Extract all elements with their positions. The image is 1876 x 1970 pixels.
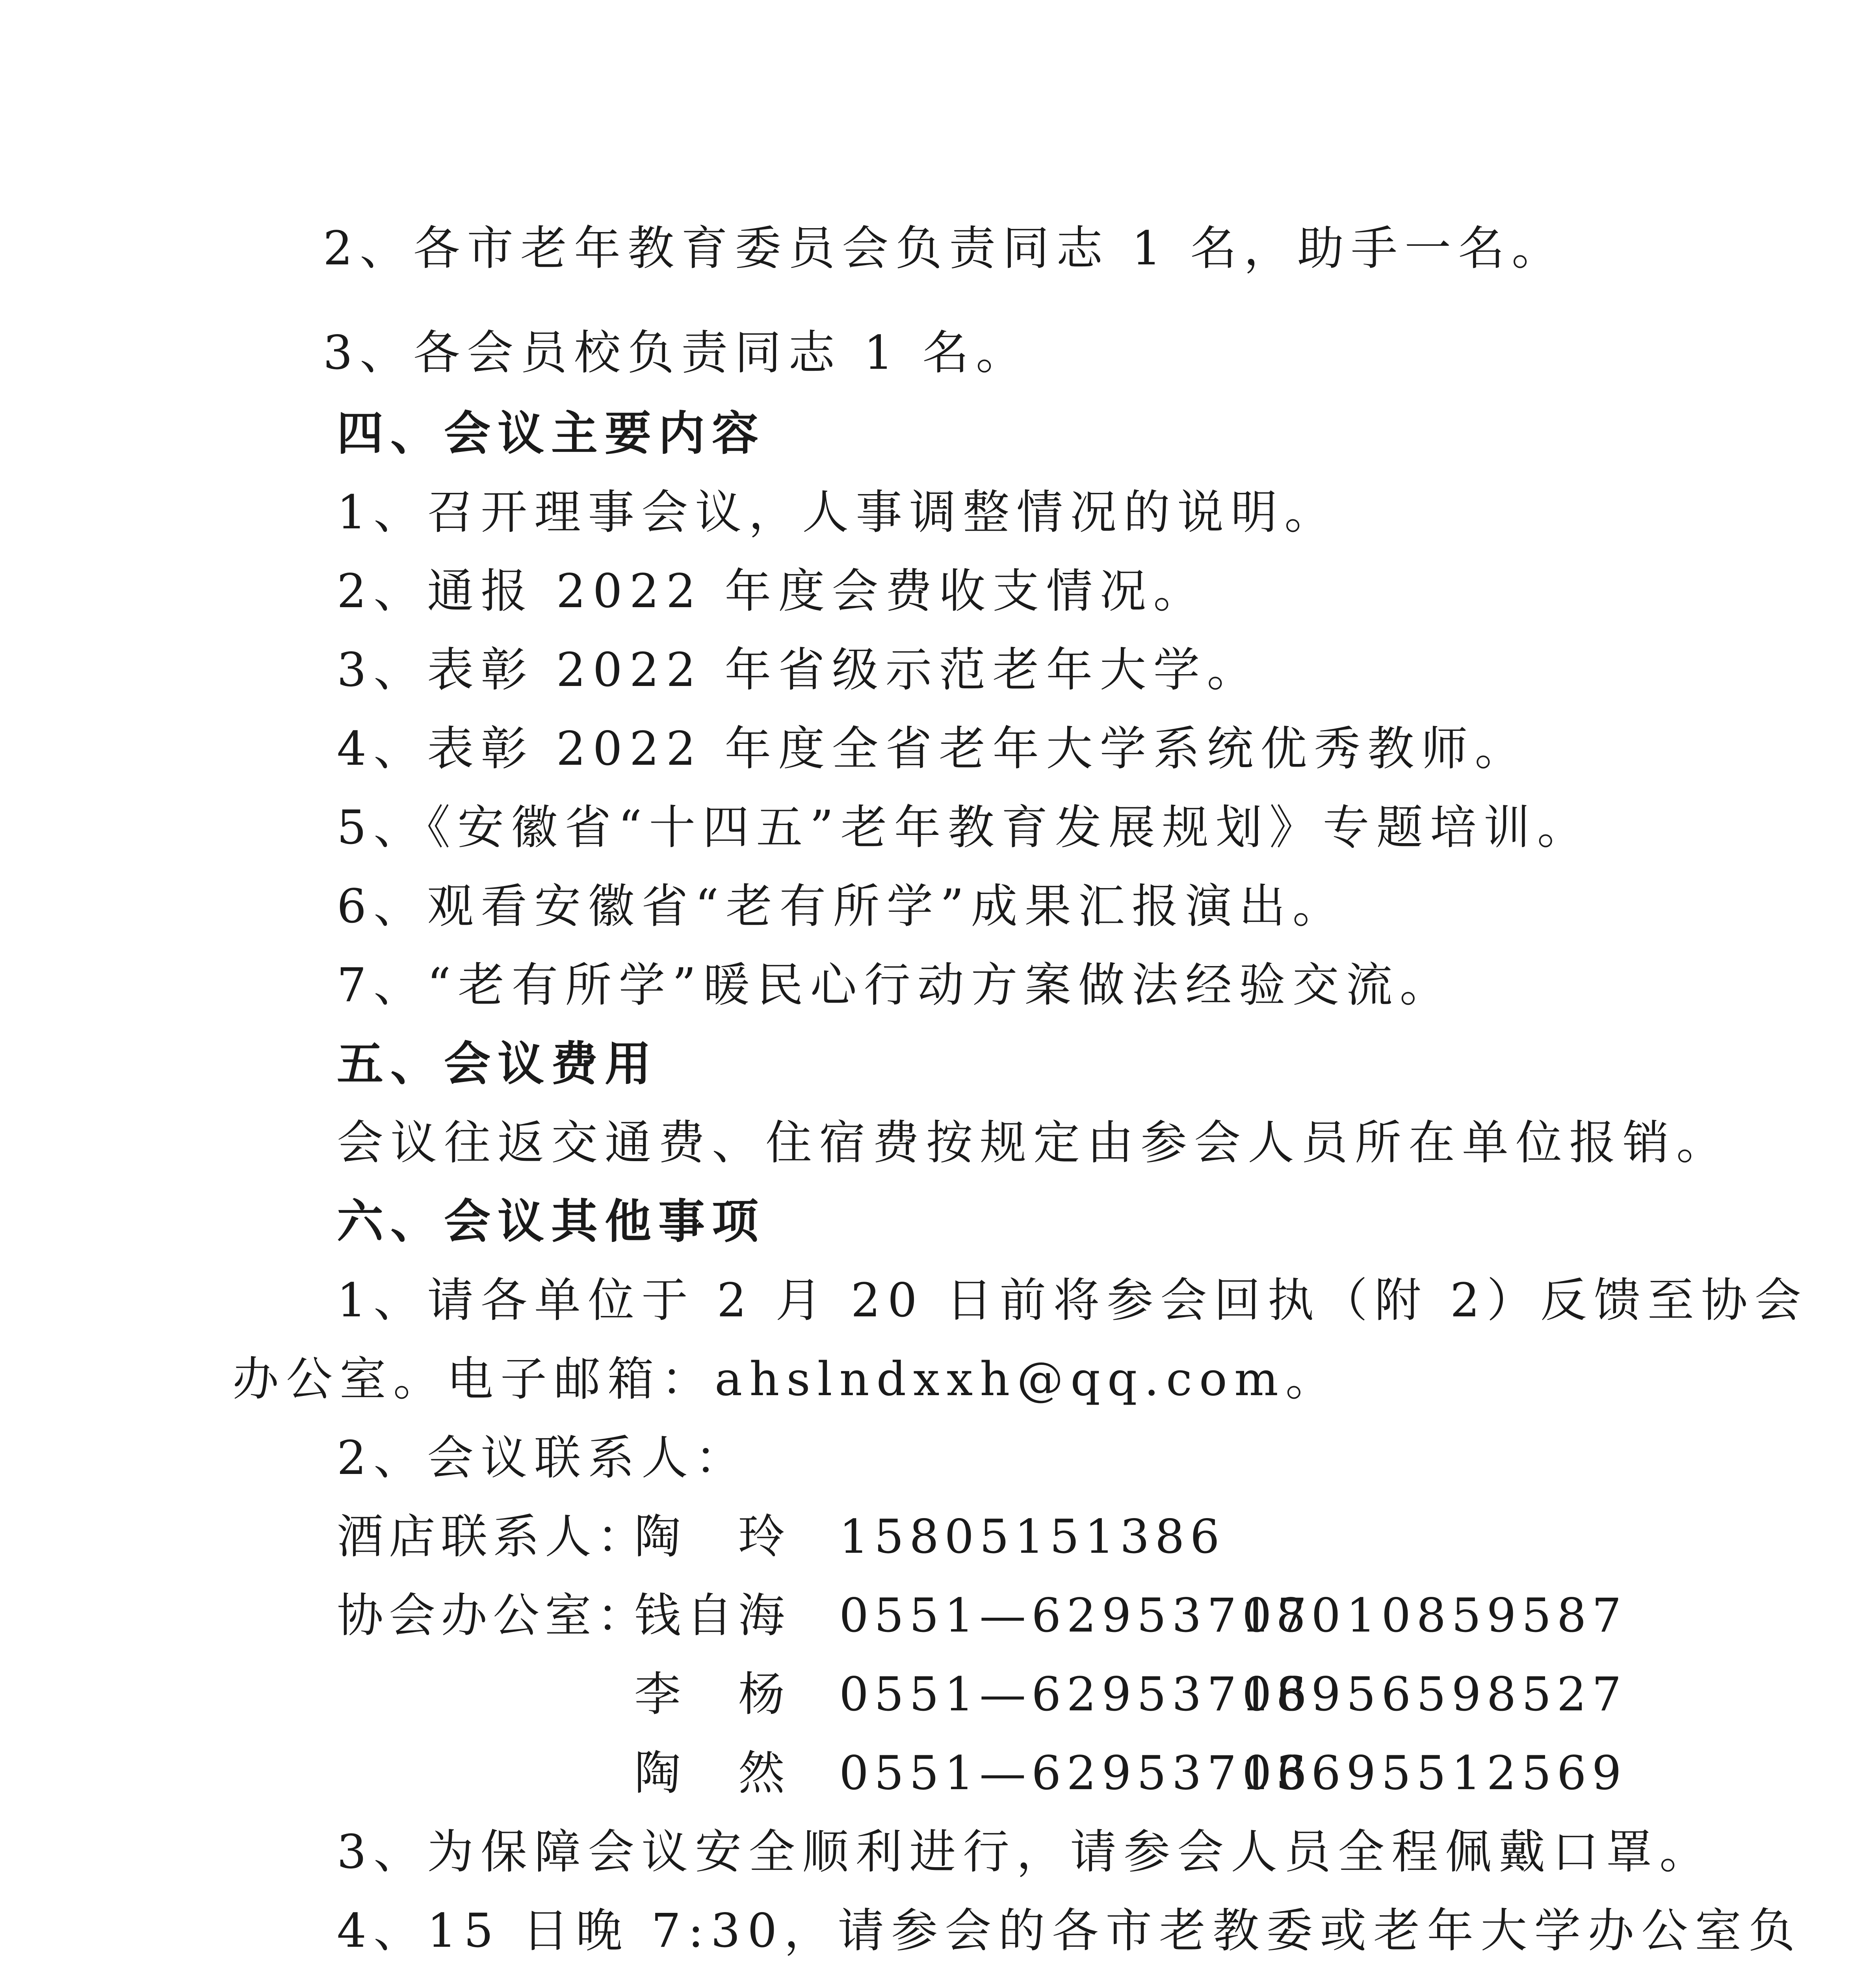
content-item-7: 7、“老有所学”暖民心行动方案做法经验交流。 — [337, 958, 1453, 1012]
other-item-1-line-a: 1、请各单位于 2 月 20 日前将参会回执（附 2）反馈至协会 — [337, 1273, 1808, 1327]
office-contact-mobile: 18956598527 — [1241, 1667, 1627, 1721]
office-contact-name: 陶 然 — [634, 1746, 791, 1800]
content-item-3: 3、表彰 2022 年省级示范老年大学。 — [337, 643, 1261, 697]
section-heading-5: 五、会议费用 — [337, 1037, 659, 1091]
hotel-contact-name: 陶 玲 — [634, 1509, 791, 1564]
office-contact-tel: 0551—62953706 — [839, 1746, 1312, 1800]
office-contact-label: 协会办公室： — [337, 1588, 649, 1643]
office-contact-tel: 0551—62953707 — [839, 1588, 1312, 1643]
other-item-2: 2、会议联系人： — [337, 1431, 749, 1485]
hotel-contact-label: 酒店联系人： — [337, 1509, 649, 1564]
fee-paragraph: 会议往返交通费、住宿费按规定由参会人员所在单位报销。 — [337, 1115, 1730, 1170]
content-item-5: 5、《安徽省“十四五”老年教育发展规划》专题培训。 — [337, 800, 1591, 855]
office-contact-mobile: 13695512569 — [1241, 1746, 1627, 1800]
content-item-1: 1、召开理事会议，人事调整情况的说明。 — [337, 485, 1338, 539]
hotel-contact-phone: 15805151386 — [839, 1509, 1225, 1564]
content-item-6: 6、观看安徽省“老有所学”成果汇报演出。 — [337, 879, 1346, 933]
office-contact-mobile: 18010859587 — [1241, 1588, 1627, 1643]
section-heading-4: 四、会议主要内容 — [337, 406, 766, 461]
section-heading-6: 六、会议其他事项 — [337, 1194, 766, 1249]
content-item-4: 4、表彰 2022 年度全省老年大学系统优秀教师。 — [337, 721, 1529, 776]
office-contact-tel: 0551—62953706 — [839, 1667, 1312, 1721]
attendee-line-2: 2、各市老年教育委员会负责同志 1 名，助手一名。 — [323, 221, 1566, 275]
other-item-4-line-a: 4、15 日晚 7:30，请参会的各市老教委或老年大学办公室负 — [337, 1903, 1802, 1958]
office-contact-name: 李 杨 — [634, 1667, 791, 1721]
attendee-line-3: 3、各会员校负责同志 1 名。 — [323, 325, 1030, 380]
content-item-2: 2、通报 2022 年度会费收支情况。 — [337, 564, 1207, 618]
office-contact-name: 钱自海 — [634, 1588, 791, 1643]
other-item-3: 3、为保障会议安全顺利进行，请参会人员全程佩戴口罩。 — [337, 1825, 1713, 1879]
other-item-1-line-b: 办公室。电子邮箱：ahslndxxh@qq.com。 — [232, 1352, 1339, 1406]
